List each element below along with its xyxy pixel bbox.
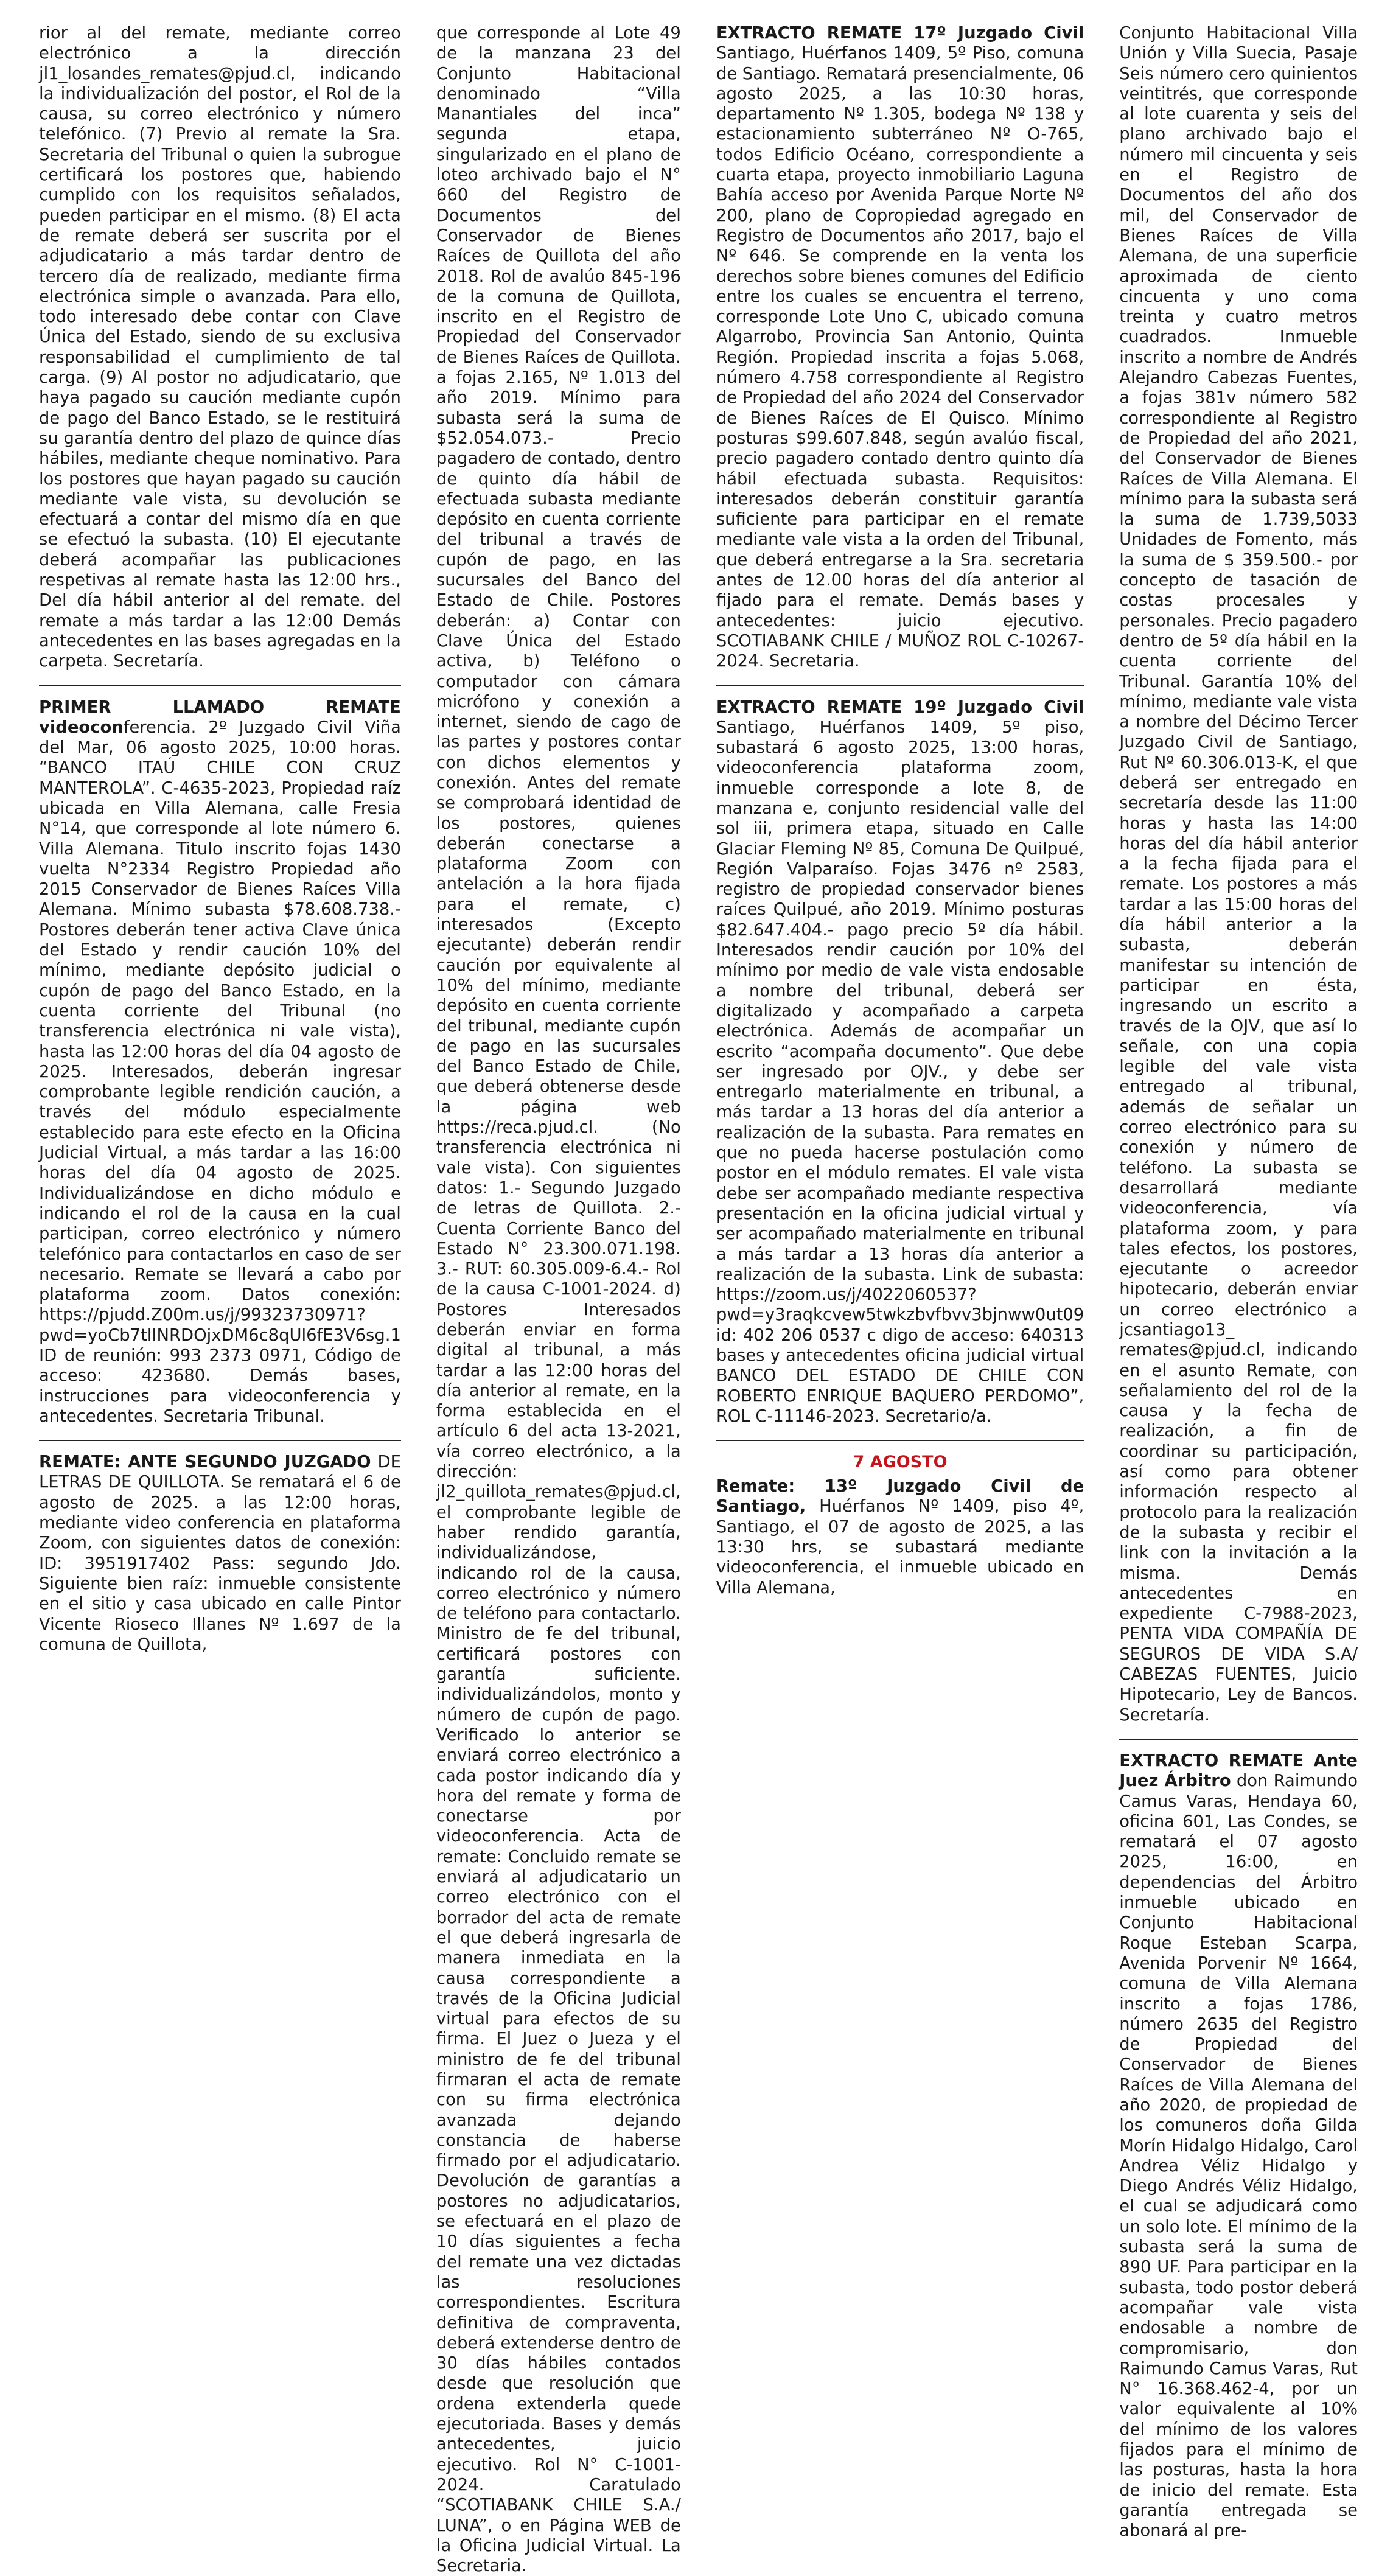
notice-divider: [1119, 1739, 1358, 1740]
notice-segundo-juzgado-quillota: REMATE: ANTE SEGUNDO JUZGADO DE LETRAS DE QUILLOTA. Se rematará el 6 de agosto de 2025. a las 12:00 horas, mediante video conferencia en plataforma Zoom, con siguientes datos de conexión: ID: 3951917402 Pass: segundo Jdo. Siguiente bien raíz: inmueble consistente en el sitio y casa ubicado en calle Pintor Vicente Rioseco Illanes Nº 1.697 de la comuna de Quillota,: [39, 1453, 401, 1654]
notice-heading: REMATE: ANTE SEGUNDO JUZGADO: [39, 1453, 371, 1472]
notice-primer-llamado-vina: PRIMER LLAMADO REMATE videoconferencia. 2º Juzgado Civil Viña del Mar, 06 agosto 2025, 10:00 horas. “BANCO ITAÚ CHILE CON CRUZ MANTEROLA”. C-4635-2023, Propiedad raíz ubicada en Villa Alemana, calle Fresia N°14, que corresponde al lote número 6. Villa Alemana. Titulo inscrito fojas 1430 vuelta N°2334 Registro Propiedad año 2015 Conservador de Bienes Raíces Villa Alemana. Mínimo subasta $78.608.738.- Postores deberán tener activa Clave única del Estado y rendir caución 10% del mínimo, mediante depósito judicial o cupón de pago del Banco Estado, en la cuenta corriente del Tribunal (no transferencia electrónica ni vale vista), hasta las 12:00 horas del día 04 agosto de 2025. Interesados, deberán ingresar comprobante legible rendición caución, a través del módulo especialmente establecido para este efecto en la Oficina Judicial Virtual, a más tardar a las 16:00 horas del día 04 agosto de 2025. Individualizándose en dicho módulo e indicando el rol de la causa en la cual participan, correo electrónico y número telefónico para contactarlos en caso de ser necesario. Remate se llevará a cabo por plataforma zoom. Datos conexión: https://pjudd.Z00m.us/j/99323730971?pwd=yoCb7tlINRDOjxDM6c8qUl6fE3V6sg.1 ID de reunión: 993 2373 0971, Código de acceso: 423680. Demás bases, instrucciones para videoconferencia y antecedentes. Secretaria Tribunal.: [39, 697, 401, 1426]
column-1: [39, 23, 401, 1962]
notice-divider: [716, 1440, 1084, 1441]
date-section-header: 7 AGOSTO: [853, 1453, 948, 1472]
notice-heading: EXTRACTO REMATE 17º Juzgado Civil: [716, 24, 1084, 43]
column-3: [716, 23, 1084, 1962]
notice-juez-arbitro: EXTRACTO REMATE Ante Juez Árbitro don Raimundo Camus Varas, Hendaya 60, oficina 601, Las Condes, se rematará el 07 agosto 2025, 16:00, en dependencias del Árbitro inmueble ubicado en Conjunto Habitacional Roque Esteban Scarpa, Avenida Porvenir Nº 1664, comuna de Villa Alemana inscrito a fojas 1786, número 2635 del Registro de Propiedad del Conservador de Bienes Raíces de Villa Alemana del año 2020, de propiedad de los comuneros doña Gilda Morín Hidalgo Hidalgo, Carol Andrea Véliz Hidalgo y Diego Andrés Véliz Hidalgo, el cual se adjudicará como un solo lote. El mínimo de la subasta será la suma de 890 UF. Para participar en la subasta, todo postor deberá acompañar vale vista endosable a nombre de compromisario, don Raimundo Camus Varas, Rut N° 16.368.462-4, por un valor equivalente al 10% del mínimo de los valores fijados para el mínimo de las posturas, hasta la hora de inicio del remate. Esta garantía entregada se abonará al pre-: [1119, 1751, 1358, 2541]
notice-divider: [39, 685, 401, 686]
column-2: [436, 23, 681, 2576]
column-4: [1119, 23, 1358, 2541]
notice-heading: PRIMER LLAMADO REMATE videocon: [39, 697, 401, 737]
notice-heading: EXTRACTO REMATE 19º Juzgado Civil: [716, 697, 1084, 717]
notice-heading: Remate: 13º Juzgado Civil de Santiago,: [716, 1477, 1084, 1517]
notice-continuation: rior al del remate, mediante correo electrónico a la dirección jl1_losandes_remates@pjud.cl, indicando la individualización del postor, el Rol de la causa, su correo electrónico y número telefónico. (7) Previo al remate la Sra. Secretaria del Tribunal o quien la subrogue certificará los postores que, habiendo cumplido con los requisitos señalados, pueden participar en el mismo. (8) El acta de remate deberá ser suscrita por el adjudicatario a más tardar dentro de tercero día de realizado, mediante firma electrónica simple o avanzada. Para ello, todo interesado debe contar con Clave Única del Estado, siendo de su exclusiva responsabilidad el cumplimiento de tal carga. (9) Al postor no adjudicatario, que haya pagado su caución mediante cupón de pago del Banco Estado, se le restituirá su garantía dentro del plazo de quince días hábiles, mediante cheque nominativo. Para los postores que hayan pagado su caución mediante vale vista, su devolución se efectuará a contar del mismo día en que se efectuó la subasta. (10) El ejecutante deberá acompañar las publicaciones respetivas al remate hasta las 12:00 hrs., Del día hábil anterior al del remate. del remate a más tardar a las 12:00 Demás antecedentes en las bases agregadas en la carpeta. Secretaría.: [39, 24, 401, 671]
notice-13-juzgado-civil: Remate: 13º Juzgado Civil de Santiago, Huérfanos Nº 1409, piso 4º, Santiago, el 07 de agosto de 2025, a las 13:30 hrs, se subastará mediante videoconferencia, el inmueble ubicado en Villa Alemana,: [716, 1477, 1084, 1597]
notice-divider: [716, 685, 1084, 686]
notice-divider: [39, 1440, 401, 1441]
notice-continuation: Conjunto Habitacional Villa Unión y Villa Suecia, Pasaje Seis número cero quinientos veintitrés, que corresponde al lote cuarenta y seis del plano archivado bajo el número mil cincuenta y seis en el Registro de Documentos del año dos mil, del Conservador de Bienes Raíces de Villa Alemana, de una superficie aproximada de ciento cincuenta y uno coma treinta y cuatro metros cuadrados. Inmueble inscrito a nombre de Andrés Alejandro Cabezas Fuentes, a fojas 381v número 582 correspondiente al Registro de Propiedad del año 2021, del Conservador de Bienes Raíces de Villa Alemana. El mínimo para la subasta será la suma de 1.739,5033 Unidades de Fomento, más la suma de $ 359.500.- por concepto de tasación de costas procesales y personales. Precio pagadero dentro de 5º día hábil en la cuenta corriente del Tribunal. Garantía 10% del mínimo, mediante vale vista a nombre del Décimo Tercer Juzgado Civil de Santiago, Rut Nº 60.306.013-K, el que deberá ser entregado en secretaría desde las 11:00 horas y hasta las 14:00 horas del día hábil anterior a la fecha fijada para el remate. Los postores a más tardar a las 15:00 horas del día hábil anterior a la subasta, deberán manifestar su intención de participar en ésta, ingresando un escrito a través de la OJV, que así lo señale, con una copia legible del vale vista entregado al tribunal, además de señalar un correo electrónico para su conexión y número de teléfono. La subasta se desarrollará mediante videoconferencia, vía plataforma zoom, y para tales efectos, los postores, ejecutante o acreedor hipotecario, deberán enviar un correo electrónico a jcsantiago13_ remates@pjud.cl, indicando en el asunto Remate, con señalamiento del rol de la causa y la fecha de realización, a fin de coordinar su participación, así como para obtener información respecto al protocolo para la realización de la subasta y recibir el link con la invitación a la misma. Demás antecedentes en expediente C-7988-2023, PENTA VIDA COMPAÑÍA DE SEGUROS DE VIDA S.A/ CABEZAS FUENTES, Juicio Hipotecario, Ley de Bancos. Secretaría.: [1119, 24, 1358, 1725]
notice-heading: EXTRACTO REMATE Ante Juez Árbitro: [1119, 1751, 1358, 1791]
notice-17-juzgado-civil: EXTRACTO REMATE 17º Juzgado Civil Santiago, Huérfanos 1409, 5º Piso, comuna de Santiago. Rematará presencialmente, 06 agosto 2025, a las 10:30 horas, departamento Nº 1.305, bodega Nº 138 y estacionamiento subterráneo Nº O-765, todos Edificio Océano, correspondiente a cuarta etapa, proyecto inmobiliario Laguna Bahía acceso por Avenida Parque Norte Nº 200, plano de Copropiedad agregado en Registro de Documentos año 2017, bajo el Nº 646. Se comprende en la venta los derechos sobre bienes comunes del Edificio entre los cuales se encuentra el terreno, corresponde Lote Uno C, ubicado comuna Algarrobo, Provincia San Antonio, Quinta Región. Propiedad inscrita a fojas 5.068, número 4.758 correspondiente al Registro de Propiedad del año 2024 del Conservador de Bienes Raíces de El Quisco. Mínimo posturas $99.607.848, según avalúo fiscal, precio pagadero contado dentro quinto día hábil efectuada subasta. Requisitos: interesados deberán constituir garantía suficiente para participar en el remate mediante vale vista a la orden del Tribunal, que deberá entregarse a la Sra. secretaria antes de 12.00 horas del día anterior al fijado para el remate. Demás bases y antecedentes: juicio ejecutivo. SCOTIABANK CHILE / MUÑOZ ROL C-10267-2024. Secretaria.: [716, 24, 1084, 671]
notice-continuation: que corresponde al Lote 49 de la manzana 23 del Conjunto Habitacional denominado “Villa Manantiales del inca” segunda etapa, singularizado en el plano de loteo archivado bajo el N° 660 del Registro de Documentos del Conservador de Bienes Raíces de Quillota del año 2018. Rol de avalúo 845-196 de la comuna de Quillota, inscrito en el Registro de Propiedad del Conservador de Bienes Raíces de Quillota. a fojas 2.165, Nº 1.013 del año 2019. Mínimo para subasta será la suma de $52.054.073.- Precio pagadero de contado, dentro de quinto día hábil de efectuada subasta mediante depósito en cuenta corriente del tribunal a través de cupón de pago, en las sucursales del Banco del Estado de Chile. Postores deberán: a) Contar con Clave Única del Estado activa, b) Teléfono o computador con cámara micrófono y conexión a internet, siendo de cago de las partes y postores contar con dichos elementos y conexión. Antes del remate se comprobará identidad de los postores, quienes deberán conectarse a plataforma Zoom con antelación a la hora fijada para el remate, c) interesados (Excepto ejecutante) deberán rendir caución por equivalente al 10% del mínimo, mediante depósito en cuenta corriente del tribunal, mediante cupón de pago en las sucursales del Banco Estado de Chile, que deberá obtenerse desde la página web https://reca.pjud.cl. (No transferencia electrónica ni vale vista). Con siguientes datos: 1.- Segundo Juzgado de letras de Quillota. 2.- Cuenta Corriente Banco del Estado N° 23.300.071.198. 3.- RUT: 60.305.009-6.4.- Rol de la causa C-1001-2024. d) Postores Interesados deberán enviar en forma digital al tribunal, a más tardar a las 12:00 horas del día anterior al remate, en la forma establecida en el artículo 6 del acta 13-2021, vía correo electrónico, a la dirección: jl2_quillota_remates@pjud.cl, el comprobante legible de haber rendido garantía, individualizándose, indicando rol de la causa, correo electrónico y número de teléfono para contactarlo. Ministro de fe del tribunal, certificará postores con garantía suficiente. individualizándolos, monto y número de cupón de pago. Verificado lo anterior se enviará correo electrónico a cada postor indicando día y hora del remate y forma de conectarse por videoconferencia. Acta de remate: Concluido remate se enviará al adjudicatario un correo electrónico con el borrador del acta de remate el que deberá ingresarla de manera inmediata en la causa correspondiente a través de la Oficina Judicial virtual para efectos de su firma. El Juez o Jueza y el ministro de fe del tribunal firmaran el acta de remate con su firma electrónica avanzada dejando constancia de haberse firmado por el adjudicatario. Devolución de garantías a postores no adjudicatarios, se efectuará en el plazo de 10 días siguientes a fecha del remate una vez dictadas las resoluciones correspondientes. Escritura definitiva de compraventa, deberá extenderse dentro de 30 días hábiles contados desde que resolución que ordena extenderla quede ejecutoriada. Bases y demás antecedentes, juicio ejecutivo. Rol N° C-1001-2024. Caratulado “SCOTIABANK CHILE S.A./ LUNA”, o en Página WEB de la Oficina Judicial Virtual. La Secretaria.: [436, 24, 681, 2576]
notice-19-juzgado-civil: EXTRACTO REMATE 19º Juzgado Civil Santiago, Huérfanos 1409, 5º piso, subastará 6 agosto 2025, 13:00 horas, videoconferencia plataforma zoom, inmueble corresponde a lote 8, de manzana e, conjunto residencial valle del sol iii, primera etapa, situado en Calle Glaciar Fleming Nº 85, Comuna De Quilpué, Región Valparaíso. Fojas 3476 nº 2583, registro de propiedad conservador bienes raíces Quilpué, año 2019. Mínimo posturas $82.647.404.- pago precio 5º día hábil. Interesados rendir caución por 10% del mínimo por medio de vale vista endosable a nombre del tribunal, deberá ser digitalizado y acompañado a carpeta electrónica. Además de acompañar un escrito “acompaña documento”. Que debe ser ingresado por OJV., y debe ser entregarlo materialmente en tribunal, a más tardar a 13 horas del día anterior a realización de la subasta. Para remates en que no pueda hacerse postulación como postor en el módulo remates. El vale vista debe ser acompañado mediante respectiva presentación en la oficina judicial virtual y ser acompañado materialmente en tribunal a más tardar a 13 horas día anterior a realización de la subasta. Link de subasta: https://zoom.us/j/4022060537?pwd=y3raqkcvew5twkzbvfbvv3bjnww0ut09 id: 402 206 0537 c digo de acceso: 640313 bases y antecedentes oficina judicial virtual BANCO DEL ESTADO DE CHILE CON ROBERTO ENRIQUE BAQUERO PERDOMO”, ROL C-11146-2023. Secretario/a.: [716, 697, 1084, 1426]
